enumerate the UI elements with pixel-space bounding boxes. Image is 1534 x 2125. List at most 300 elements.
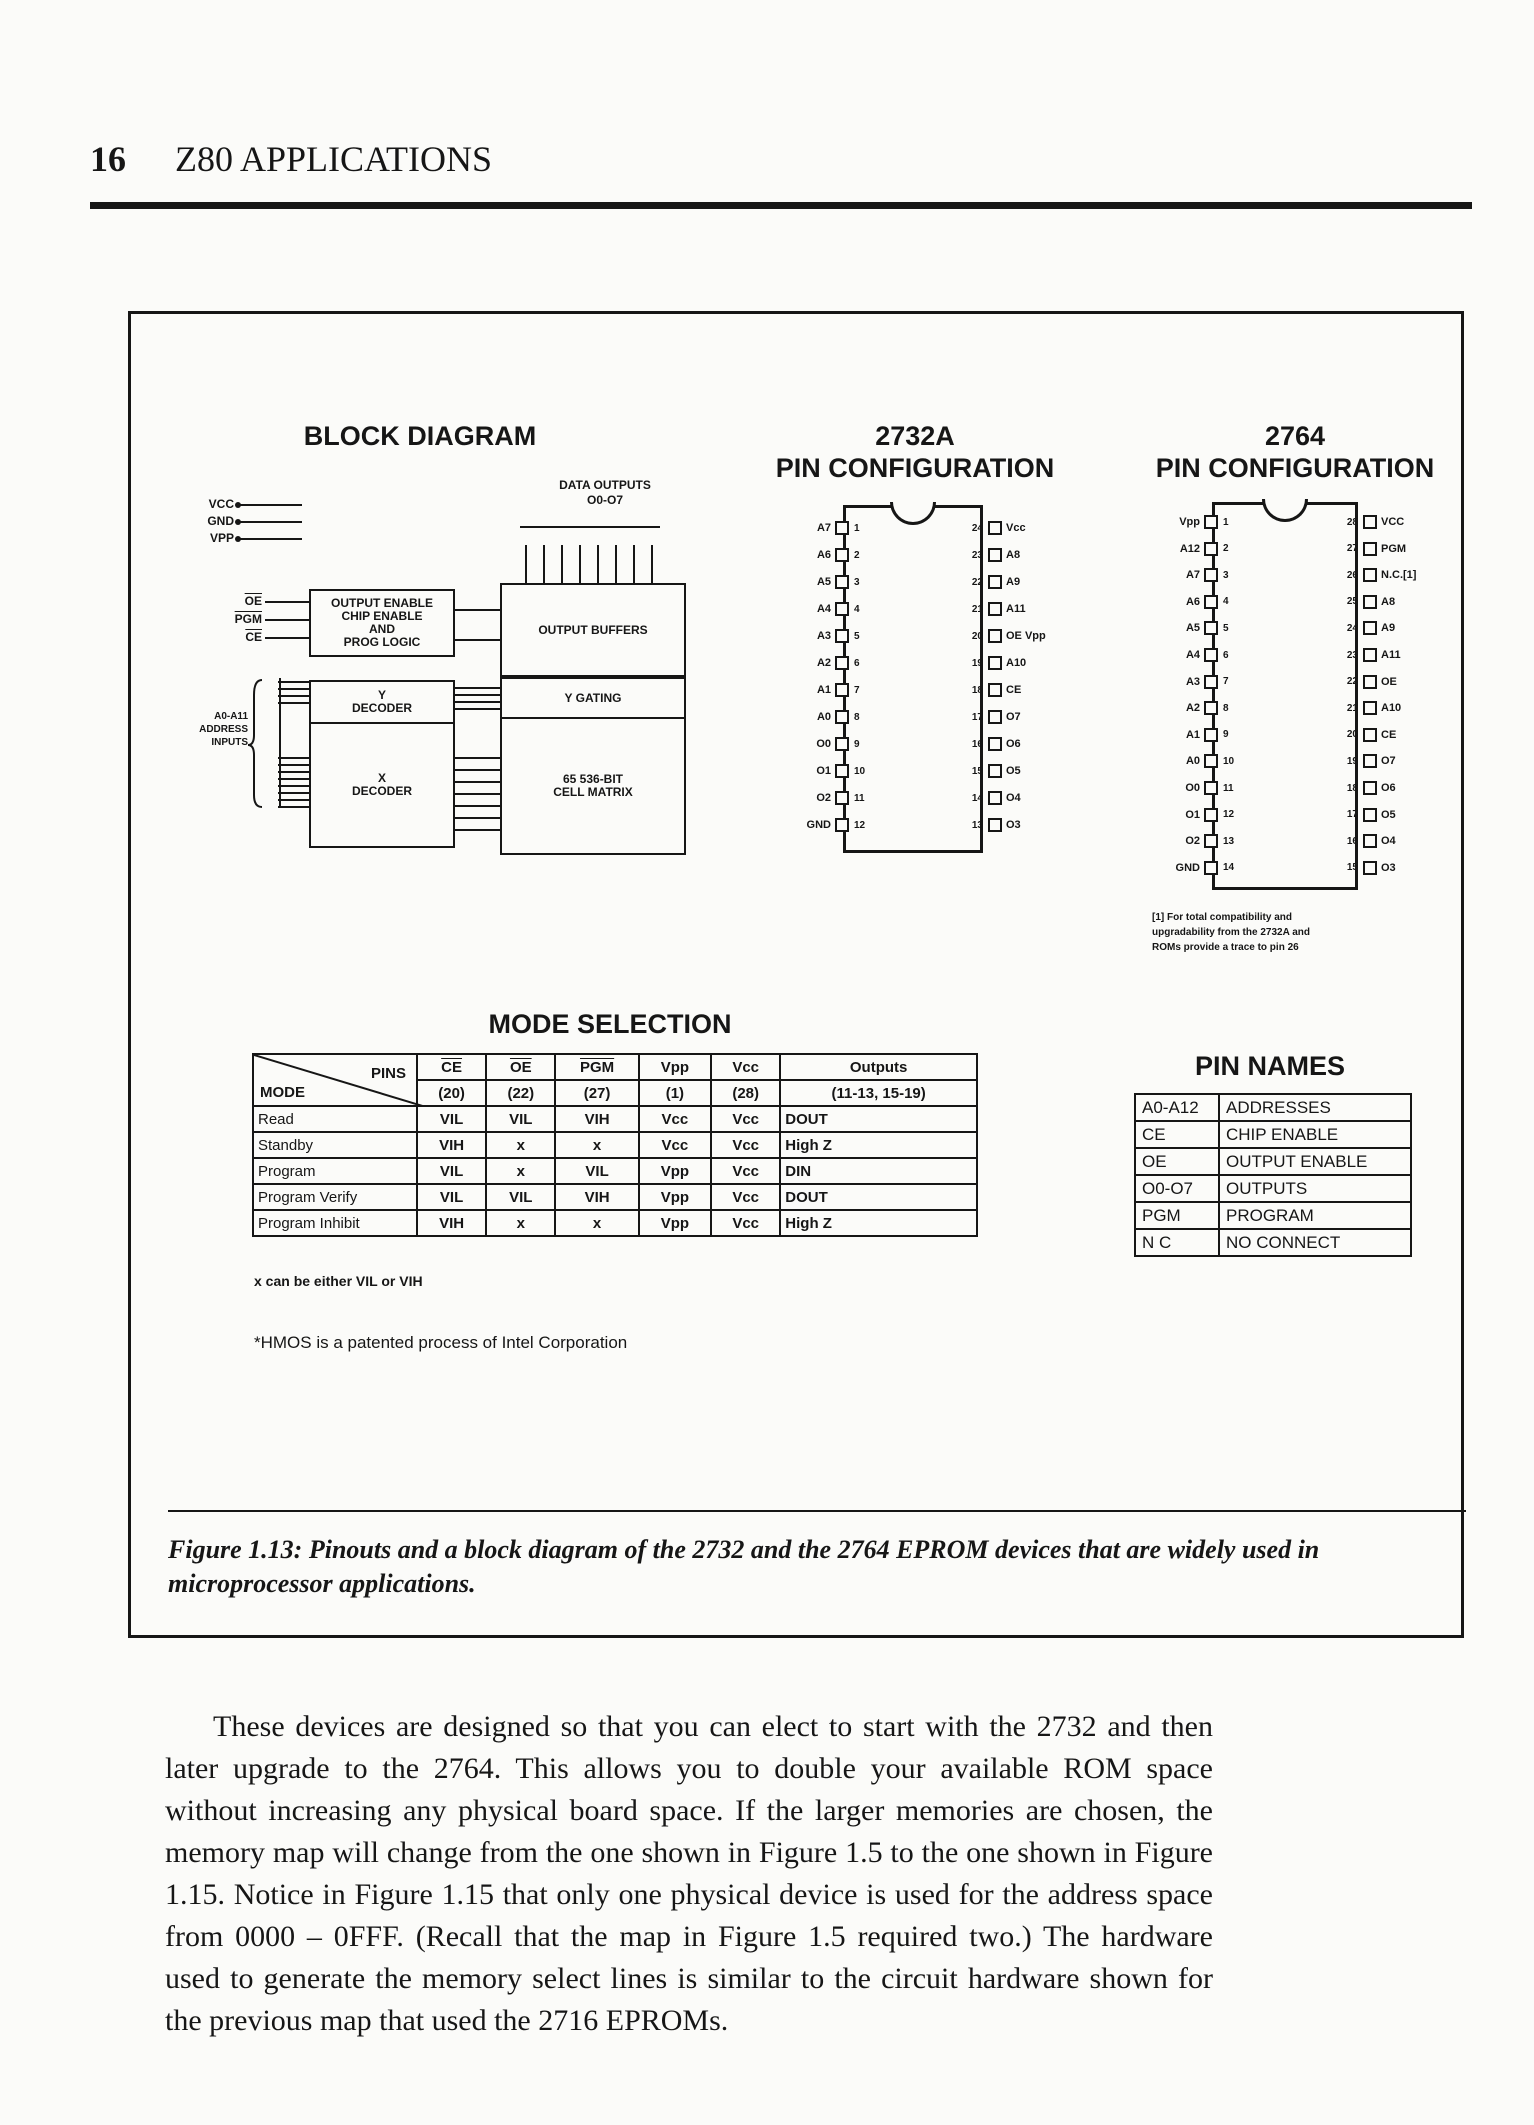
pin-names-title: PIN NAMES xyxy=(1194,1051,1346,1081)
mode-value-cell: VIL xyxy=(555,1158,638,1184)
running-title: Z80 APPLICATIONS xyxy=(175,139,493,179)
x-decoder-line1: X xyxy=(377,771,386,785)
mode-name-cell: Program Verify xyxy=(253,1184,417,1210)
pin-square xyxy=(835,683,849,697)
pin-name: A7 xyxy=(816,522,831,534)
pin-name: A6 xyxy=(816,549,831,561)
pin-description-cell: NO CONNECT xyxy=(1219,1229,1411,1256)
pin-square xyxy=(835,818,849,832)
pin-square xyxy=(1204,728,1218,742)
pin-name: O2 xyxy=(1185,835,1200,848)
pin-name: A1 xyxy=(816,684,831,696)
pin-number: 20 xyxy=(971,630,983,642)
pin-number: 18 xyxy=(1346,782,1358,794)
pin-10 xyxy=(1152,752,1249,770)
pin-1 xyxy=(1152,513,1249,531)
mode-value-cell: VIH xyxy=(417,1210,486,1236)
mode-value-cell: DIN xyxy=(780,1158,977,1184)
pin-number: 25 xyxy=(1346,596,1358,608)
oe-block-line2: CHIP ENABLE xyxy=(341,609,423,623)
pin-name: A8 xyxy=(1006,549,1021,561)
pin-name: O6 xyxy=(1006,738,1021,750)
pin-name: O3 xyxy=(1381,861,1396,874)
pin-name-row xyxy=(1135,1148,1411,1175)
pin-name: Vpp xyxy=(1179,516,1200,528)
pin-symbol-cell: CE xyxy=(1135,1121,1219,1148)
pin-name: A9 xyxy=(1006,576,1021,588)
pin-square xyxy=(1363,542,1377,556)
pin-number: 14 xyxy=(971,792,983,804)
pin-23 xyxy=(957,546,1066,564)
mode-value-cell: x xyxy=(486,1210,555,1236)
mode-value-cell: x xyxy=(486,1132,555,1158)
y-decoder-line2: DECODER xyxy=(351,701,412,715)
pin-description-cell: PROGRAM xyxy=(1219,1202,1411,1229)
mode-value-cell: VIL xyxy=(417,1106,486,1132)
pin-number: 8 xyxy=(854,711,860,723)
mode-note: x can be either VIL or VIH xyxy=(254,1273,423,1289)
pin-10 xyxy=(783,762,880,780)
pin-26 xyxy=(1332,566,1441,584)
pin-number: 7 xyxy=(1223,676,1229,688)
pin-square xyxy=(835,575,849,589)
chip-2764-name: 2764 xyxy=(1264,421,1326,451)
pin-square xyxy=(1204,808,1218,822)
pin-number: 24 xyxy=(971,522,983,534)
pin-number: 1 xyxy=(854,522,860,534)
pin-name: O4 xyxy=(1006,792,1021,804)
pin-square xyxy=(835,656,849,670)
pin-square xyxy=(1204,781,1218,795)
mode-value-cell: Vcc xyxy=(711,1184,780,1210)
pin-19 xyxy=(1332,752,1441,770)
pin-symbol-cell: N C xyxy=(1135,1229,1219,1256)
pin-square xyxy=(1363,834,1377,848)
pin-names-table xyxy=(1134,1093,1412,1257)
mode-rows xyxy=(253,1106,977,1236)
pin-3 xyxy=(1152,566,1249,584)
col-vpp-pin: (1) xyxy=(639,1080,711,1106)
pin-22 xyxy=(1332,673,1441,691)
pin-number: 3 xyxy=(1223,569,1229,581)
pin-number: 14 xyxy=(1223,862,1235,874)
mode-name-cell: Program xyxy=(253,1158,417,1184)
pin-square xyxy=(1363,648,1377,662)
pin-square xyxy=(1204,621,1218,635)
pin-2 xyxy=(783,546,880,564)
pin-square xyxy=(1204,861,1218,875)
col-pgm-pin: (27) xyxy=(555,1080,638,1106)
pin-19 xyxy=(957,654,1066,672)
mode-value-cell: Vcc xyxy=(711,1210,780,1236)
pin-name: Vcc xyxy=(1006,522,1026,534)
pin-number: 6 xyxy=(1223,649,1229,661)
pin-17 xyxy=(957,708,1066,726)
pin-square xyxy=(1204,754,1218,768)
mode-value-cell: x xyxy=(555,1132,638,1158)
pin-square xyxy=(988,575,1002,589)
pin-name: A12 xyxy=(1179,542,1200,555)
pin-name-row xyxy=(1135,1229,1411,1256)
pinconfig-2732a-title xyxy=(740,420,1090,484)
pin-name: O6 xyxy=(1381,782,1396,794)
pin-square xyxy=(988,521,1002,535)
pin-5 xyxy=(1152,619,1249,637)
pin-square xyxy=(1363,595,1377,609)
pin-square xyxy=(1204,701,1218,715)
pin-number: 17 xyxy=(1346,809,1358,821)
vcc-label: VCC xyxy=(208,497,234,511)
pin-1 xyxy=(783,519,880,537)
pin-name: A3 xyxy=(816,630,831,642)
pin-name: O0 xyxy=(1185,782,1200,794)
pin-square xyxy=(835,602,849,616)
pin-4 xyxy=(783,600,880,618)
vpp-label: VPP xyxy=(209,531,234,545)
mode-value-cell: VIL xyxy=(486,1106,555,1132)
mode-value-cell: DOUT xyxy=(780,1106,977,1132)
pin-name: N.C.[1] xyxy=(1381,569,1417,582)
pin-square xyxy=(1204,515,1218,529)
pin-symbol-cell: O0-O7 xyxy=(1135,1175,1219,1202)
pin-17 xyxy=(1332,806,1441,824)
pin-number: 2 xyxy=(1223,543,1229,555)
pin-square xyxy=(1363,568,1377,582)
pin-square xyxy=(988,656,1002,670)
pin-name: A0 xyxy=(816,711,831,723)
col-ce-pin: (20) xyxy=(417,1080,486,1106)
pin-name-row xyxy=(1135,1202,1411,1229)
pin-number: 19 xyxy=(1346,755,1358,767)
pin-number: 16 xyxy=(1346,835,1358,847)
pin-square xyxy=(988,791,1002,805)
pin-description-cell: ADDRESSES xyxy=(1219,1094,1411,1121)
hmos-note: *HMOS is a patented process of Intel Corporation xyxy=(254,1333,628,1352)
pin-7 xyxy=(1152,673,1249,691)
pin-name: CE xyxy=(1006,684,1022,696)
mode-value-cell: Vcc xyxy=(639,1106,711,1132)
pin-2 xyxy=(1152,540,1249,558)
pin-name: O7 xyxy=(1006,711,1021,723)
pin-name: O3 xyxy=(1006,819,1021,831)
pin-number: 1 xyxy=(1223,516,1229,528)
mode-value-cell: x xyxy=(486,1158,555,1184)
pin-name: A8 xyxy=(1381,595,1396,608)
mode-value-cell: Vpp xyxy=(639,1158,711,1184)
x-decoder-line2: DECODER xyxy=(351,784,412,798)
pin-number: 4 xyxy=(854,603,860,615)
pin-8 xyxy=(783,708,880,726)
pin-symbol-cell: PGM xyxy=(1135,1202,1219,1229)
pin-description-cell: CHIP ENABLE xyxy=(1219,1121,1411,1148)
address-word-label: ADDRESS xyxy=(199,724,248,735)
pin-number: 6 xyxy=(854,657,860,669)
pin-number: 9 xyxy=(1223,729,1229,741)
pin-square xyxy=(1204,675,1218,689)
pin-number: 21 xyxy=(1346,702,1358,714)
pin-20 xyxy=(957,627,1066,645)
pin-square xyxy=(988,602,1002,616)
pin-number: 2 xyxy=(854,549,860,561)
pin-number: 11 xyxy=(1223,782,1234,794)
col-vcc: Vcc xyxy=(711,1054,780,1080)
mode-name-cell: Read xyxy=(253,1106,417,1132)
pin-square xyxy=(1204,648,1218,662)
pin-name: O5 xyxy=(1381,808,1396,821)
pin-11 xyxy=(1152,779,1249,797)
pin-6 xyxy=(1152,646,1249,664)
col-ce: $\overline{CE}$ xyxy=(417,1054,486,1080)
ce-pin-label: CE xyxy=(245,630,262,644)
mode-value-cell: VIH xyxy=(555,1106,638,1132)
pin-15 xyxy=(1332,859,1441,877)
pin-name: O7 xyxy=(1381,755,1396,768)
corner-mode-label: MODE xyxy=(260,1084,305,1101)
mode-value-cell: x xyxy=(555,1210,638,1236)
pin-square xyxy=(1204,542,1218,556)
pin-number: 22 xyxy=(971,576,983,588)
pin-name-row xyxy=(1135,1175,1411,1202)
col-pgm: $\overline{PGM}$ xyxy=(555,1054,638,1080)
pin-square xyxy=(835,737,849,751)
pin-symbol-cell: A0-A12 xyxy=(1135,1094,1219,1121)
pin-number: 18 xyxy=(971,684,983,696)
pin-number: 23 xyxy=(971,549,983,561)
pin-name: A5 xyxy=(816,576,831,588)
pin-number: 26 xyxy=(1346,569,1358,581)
pin-number: 5 xyxy=(1223,622,1229,634)
mode-corner-cell xyxy=(253,1054,417,1106)
pin-25 xyxy=(1332,593,1441,611)
mode-value-cell: Vcc xyxy=(711,1106,780,1132)
data-outputs-text: DATA OUTPUTS xyxy=(559,478,651,492)
mode-value-cell: VIL xyxy=(417,1184,486,1210)
pin-square xyxy=(988,818,1002,832)
caption-rule xyxy=(168,1510,1466,1512)
col-outputs-pin: (11-13, 15-19) xyxy=(780,1080,977,1106)
pin-name: A10 xyxy=(1006,657,1027,669)
mode-value-cell: DOUT xyxy=(780,1184,977,1210)
pin-number: 27 xyxy=(1346,543,1358,555)
output-buffers-block: OUTPUT BUFFERS xyxy=(500,583,686,677)
pin-number: 15 xyxy=(1346,862,1358,874)
pin-24 xyxy=(957,519,1066,537)
mode-value-cell: Vpp xyxy=(639,1210,711,1236)
pin-name: VCC xyxy=(1381,516,1405,528)
pin-9 xyxy=(1152,726,1249,744)
mode-row xyxy=(253,1184,977,1210)
pin-square xyxy=(1363,515,1377,529)
pin-name: A11 xyxy=(1381,649,1401,661)
pin-number: 19 xyxy=(971,657,983,669)
pin-number: 15 xyxy=(971,765,983,777)
mode-value-cell: VIL xyxy=(486,1184,555,1210)
pin-square xyxy=(1363,808,1377,822)
pin-description-cell: OUTPUT ENABLE xyxy=(1219,1148,1411,1175)
pin-name: GND xyxy=(1175,861,1200,874)
pin-number: 21 xyxy=(971,603,983,615)
pinconfig-2764-subtitle: PIN CONFIGURATION xyxy=(1155,453,1435,483)
block-diagram-title: BLOCK DIAGRAM xyxy=(303,421,537,451)
mode-value-cell: High Z xyxy=(780,1132,977,1158)
pin-names-rows xyxy=(1135,1094,1411,1256)
pin-square xyxy=(988,548,1002,562)
pin-square xyxy=(988,683,1002,697)
pin-21 xyxy=(1332,699,1441,717)
pin-square xyxy=(988,737,1002,751)
pin-name: A4 xyxy=(1185,649,1200,661)
pin-square xyxy=(835,791,849,805)
pin-8 xyxy=(1152,699,1249,717)
data-outputs-range: O0-O7 xyxy=(586,493,623,507)
pin-number: 11 xyxy=(854,792,865,804)
pin-square xyxy=(1363,675,1377,689)
pin-number: 17 xyxy=(971,711,983,723)
pgm-pin-label: PGM xyxy=(234,612,262,626)
pin-5 xyxy=(783,627,880,645)
footnote-line1: [1] For total compatibility and xyxy=(1152,912,1293,923)
pin-number: 16 xyxy=(971,738,983,750)
col-vpp: Vpp xyxy=(639,1054,711,1080)
pin-name: O1 xyxy=(1185,808,1200,821)
pin-name-row xyxy=(1135,1094,1411,1121)
pin-number: 12 xyxy=(854,819,866,831)
pin-footnote xyxy=(1152,910,1432,955)
mode-value-cell: Vcc xyxy=(711,1158,780,1184)
mode-value-cell: High Z xyxy=(780,1210,977,1236)
body-paragraph: These devices are designed so that you can elect to start with the 2732 and then later upgrade to the 2764. This allows you to double your available ROM space without increasing any physical board space. If the larger memories are chosen, the memory map will change from the one shown in Figure 1.5 to the one shown in Figure 1.15. Notice in Figure 1.15 that only one physical device is used for the address space from 0000 – 0FFF. (Recall that the map in Figure 1.5 required two.) The hardware used to generate the memory select lines is similar to the circuit hardware shown for the previous map that used the 2716 EPROMs. xyxy=(165,1710,1213,2037)
pin-name: GND xyxy=(806,819,831,831)
pin-22 xyxy=(957,573,1066,591)
pin-number: 3 xyxy=(854,576,860,588)
y-decoder-line1: Y xyxy=(377,688,386,702)
pin-28 xyxy=(1332,513,1441,531)
pin-name: O4 xyxy=(1381,835,1396,848)
pin-7 xyxy=(783,681,880,699)
pin-number: 20 xyxy=(1346,729,1358,741)
pin-13 xyxy=(1152,832,1249,850)
pin-name: O0 xyxy=(816,738,831,750)
pin-square xyxy=(1363,781,1377,795)
pin-number: 12 xyxy=(1223,809,1235,821)
pin-number: 4 xyxy=(1223,596,1229,608)
pin-symbol-cell: OE xyxy=(1135,1148,1219,1175)
pin-square xyxy=(1363,728,1377,742)
pin-square xyxy=(988,764,1002,778)
pin-24 xyxy=(1332,619,1441,637)
cell-matrix-line2: CELL MATRIX xyxy=(553,785,633,799)
pin-number: 10 xyxy=(854,765,866,777)
pin-name: PGM xyxy=(1381,542,1407,555)
pin-name: O1 xyxy=(816,765,831,777)
pin-12 xyxy=(783,816,880,834)
pin-square xyxy=(835,629,849,643)
chip-2732a-name: 2732A xyxy=(875,421,955,451)
pin-number: 22 xyxy=(1346,676,1358,688)
pin-square xyxy=(1204,595,1218,609)
col-oe: $\overline{OE}$ xyxy=(486,1054,555,1080)
gnd-label: GND xyxy=(207,514,234,528)
pin-square xyxy=(1363,701,1377,715)
pin-name: A2 xyxy=(1185,702,1200,715)
pin-number: 28 xyxy=(1346,516,1358,528)
mode-name-cell: Program Inhibit xyxy=(253,1210,417,1236)
pin-name: A7 xyxy=(1185,569,1200,582)
pin-name: A0 xyxy=(1185,755,1200,768)
mode-row xyxy=(253,1210,977,1236)
pin-name: A2 xyxy=(816,657,831,669)
pin-name: A11 xyxy=(1006,603,1026,615)
pin-name: O2 xyxy=(816,792,831,804)
pin-square xyxy=(1363,861,1377,875)
pin-square xyxy=(1204,568,1218,582)
pin-14 xyxy=(1152,859,1249,877)
pin-name-row xyxy=(1135,1121,1411,1148)
pin-27 xyxy=(1332,540,1441,558)
mode-row xyxy=(253,1158,977,1184)
mode-value-cell: VIH xyxy=(417,1132,486,1158)
pin-11 xyxy=(783,789,880,807)
pin-square xyxy=(835,764,849,778)
pin-name: A9 xyxy=(1381,622,1396,635)
figure-caption: Figure 1.13: Pinouts and a block diagram of the 2732 and the 2764 EPROM devices that are widely used in microprocessor applications. xyxy=(168,1535,1320,1598)
pin-square xyxy=(988,629,1002,643)
pin-name: A10 xyxy=(1381,702,1402,715)
pin-number: 5 xyxy=(854,630,860,642)
address-range-label: A0-A11 xyxy=(214,711,248,722)
pin-name: OE xyxy=(1381,675,1397,688)
mode-value-cell: Vcc xyxy=(711,1132,780,1158)
pin-9 xyxy=(783,735,880,753)
pin-number: 10 xyxy=(1223,755,1235,767)
pin-20 xyxy=(1332,726,1441,744)
mode-selection-title: MODE SELECTION xyxy=(488,1009,732,1039)
pin-number: 24 xyxy=(1346,622,1358,634)
col-vcc-pin: (28) xyxy=(711,1080,780,1106)
pin-13 xyxy=(957,816,1066,834)
pin-16 xyxy=(957,735,1066,753)
page-number: 16 xyxy=(90,139,126,179)
footnote-line3: ROMs provide a trace to pin 26 xyxy=(1152,942,1299,953)
pin-name: A4 xyxy=(816,603,831,615)
mode-value-cell: Vcc xyxy=(639,1132,711,1158)
pin-14 xyxy=(957,789,1066,807)
oe-block-line3: AND xyxy=(369,622,395,636)
pin-21 xyxy=(957,600,1066,618)
pin-description-cell: OUTPUTS xyxy=(1219,1175,1411,1202)
pin-square xyxy=(1204,834,1218,848)
corner-pins-label: PINS xyxy=(370,1065,406,1082)
pin-square xyxy=(835,710,849,724)
col-oe-pin: (22) xyxy=(486,1080,555,1106)
pinconfig-2764-title xyxy=(1130,420,1460,484)
pin-name: A5 xyxy=(1185,622,1200,635)
pin-name: OE Vpp xyxy=(1006,630,1046,642)
pin-4 xyxy=(1152,593,1249,611)
oe-pin-label: OE xyxy=(244,594,262,608)
oe-block-line1: OUTPUT ENABLE xyxy=(331,596,433,610)
mode-value-cell: Vpp xyxy=(639,1184,711,1210)
pin-square xyxy=(988,710,1002,724)
mode-name-cell: Standby xyxy=(253,1132,417,1158)
col-outputs: Outputs xyxy=(780,1054,977,1080)
pin-number: 23 xyxy=(1346,649,1358,661)
pin-number: 8 xyxy=(1223,702,1229,714)
mode-row xyxy=(253,1106,977,1132)
pin-12 xyxy=(1152,806,1249,824)
pin-23 xyxy=(1332,646,1441,664)
mode-header-row xyxy=(253,1054,977,1080)
